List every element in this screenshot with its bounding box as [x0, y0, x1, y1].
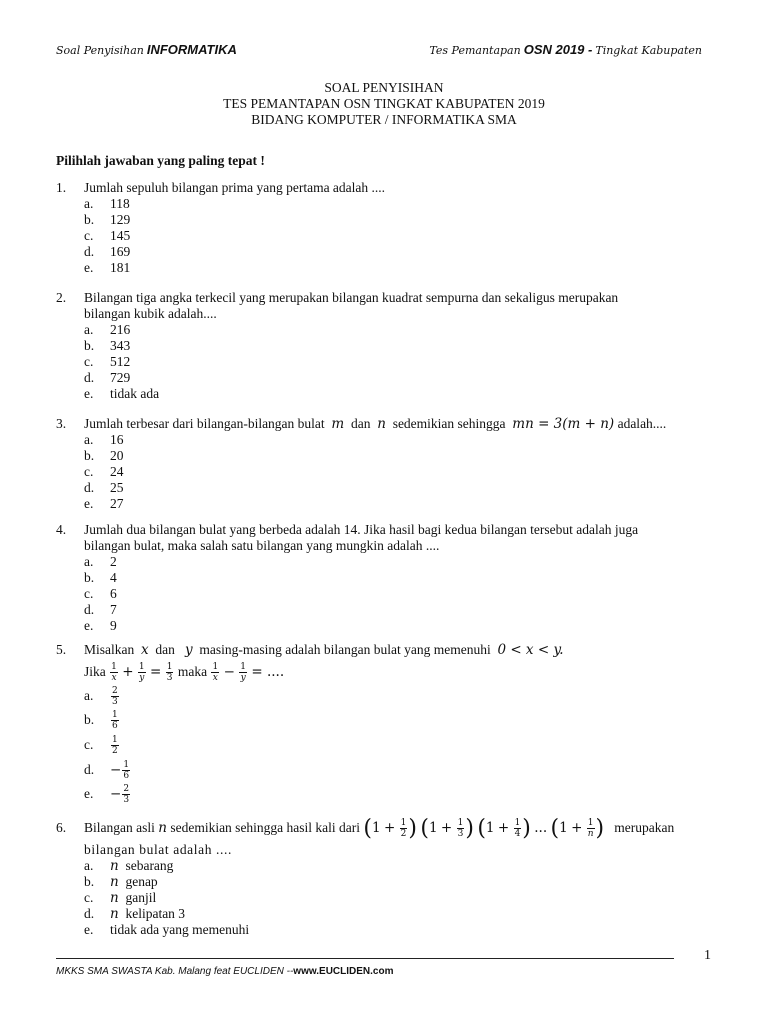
q4-option-b-label: b. [84, 570, 95, 585]
q4-option-e: 9 [110, 618, 117, 633]
q1-option-e-label: e. [84, 260, 94, 275]
q6-option-b-var: n [110, 874, 119, 890]
q6-option-a-text: sebarang [125, 858, 174, 873]
q6-option-d [110, 906, 185, 922]
q3-option-d-label: d. [84, 480, 95, 495]
q5-option-c-den: 2 [112, 746, 118, 757]
q3-var-n: n [377, 416, 386, 432]
q4-option-a: 2 [110, 554, 117, 569]
q6-paren-close: ) [522, 815, 531, 841]
q5-frac-1-over-y [239, 662, 247, 683]
q5-option-a-den: 3 [112, 697, 118, 708]
q5-frac-num: 1 [166, 662, 173, 673]
q5-frac-1-over-y [138, 662, 146, 683]
q6-one: 1 [428, 820, 438, 836]
q6-option-b [110, 874, 158, 890]
page-header [56, 42, 702, 62]
q6-var-n: n [158, 820, 167, 836]
title-line-2: TES PEMANTAPAN OSN TINGKAT KABUPATEN 2019 [223, 96, 545, 111]
q5-option-c [110, 733, 120, 757]
q6-frac-den: 4 [514, 829, 521, 840]
q6-option-a-label: a. [84, 858, 94, 873]
q1-option-b: 129 [110, 212, 131, 227]
q6-frac-1-over-2 [400, 818, 408, 839]
q3-option-a-label: a. [84, 432, 94, 447]
q6-frac-num: 1 [457, 818, 464, 829]
q2-option-b-label: b. [84, 338, 95, 353]
q5-frac-den: 3 [166, 673, 173, 684]
q6-paren-open: ( [420, 815, 429, 841]
q6-option-b-text: genap [125, 874, 158, 889]
q2-option-a: 216 [110, 322, 131, 337]
q5-maka: maka [177, 664, 208, 679]
q2-option-c-label: c. [84, 354, 94, 369]
q5-text-part3: masing-masing adalah bilangan bulat yang memenuhi [199, 642, 491, 657]
q1-option-a: 118 [110, 196, 130, 211]
header-left-subject: INFORMATIKA [146, 42, 237, 57]
q5-plus: + [122, 664, 134, 680]
header-right-level: Tingkat Kabupaten [595, 44, 702, 57]
q2-option-d-label: d. [84, 370, 95, 385]
q5-inequality: 0 < x < y. [497, 642, 564, 658]
q5-frac-den: y [139, 673, 145, 684]
title-line-3: BIDANG KOMPUTER / INFORMATIKA SMA [251, 112, 517, 127]
q3-text-part2: dan [350, 416, 371, 431]
q6-paren-open: ( [550, 815, 560, 841]
q1-option-e: 181 [110, 260, 131, 275]
q2-option-c: 512 [110, 354, 131, 369]
title-line-1: SOAL PENYISIHAN [324, 80, 444, 95]
q6-number: 6. [56, 820, 67, 835]
q2-number: 2. [56, 290, 67, 305]
q5-option-d-den: 6 [123, 771, 130, 782]
q4-option-a-label: a. [84, 554, 94, 569]
q6-frac-num: 1 [400, 818, 407, 829]
q6-option-d-label: d. [84, 906, 95, 921]
q6-one: 1 [559, 820, 568, 836]
q3-option-d: 25 [110, 480, 124, 495]
q4-text-line1: Jumlah dua bilangan bulat yang berbeda adalah 14. Jika hasil bagi kedua bilangan tersebut adalah juga [84, 522, 639, 537]
page-number: 1 [704, 948, 711, 963]
q5-option-a-fraction [111, 686, 119, 707]
q2-option-e: tidak ada [110, 386, 160, 401]
q6-one: 1 [372, 820, 381, 836]
q5-text-part2: dan [155, 642, 175, 657]
q2-option-a-label: a. [84, 322, 94, 337]
q1-option-b-label: b. [84, 212, 95, 227]
q4-number: 4. [56, 522, 67, 537]
q4-text-line2: bilangan bulat, maka salah satu bilangan yang mungkin adalah .... [84, 538, 440, 553]
q1-text: Jumlah sepuluh bilangan prima yang pertama adalah .... [84, 180, 386, 195]
q5-option-d-sign: − [110, 762, 122, 778]
q3-option-b: 20 [110, 448, 124, 463]
q4-option-e-label: e. [84, 618, 94, 633]
q1-option-a-label: a. [84, 196, 94, 211]
footer-text: MKKS SMA SWASTA Kab. Malang feat EUCLIDEN -- [56, 966, 294, 977]
q5-frac-den: x [212, 673, 218, 684]
q5-option-e [110, 782, 131, 806]
q1-option-d: 169 [110, 244, 131, 259]
q5-option-c-num: 1 [112, 735, 118, 746]
q3-option-e: 27 [110, 496, 124, 511]
q5-jika: Jika [84, 664, 106, 679]
q5-option-c-label: c. [84, 737, 94, 752]
q3-option-e-label: e. [84, 496, 94, 511]
q6-option-c [110, 890, 156, 906]
q6-frac-den: 3 [457, 829, 464, 840]
q5-minus: − [223, 664, 235, 680]
q6-frac-1-over-3 [457, 818, 465, 839]
header-right-event: OSN 2019 - [523, 42, 593, 57]
page-footer [56, 966, 394, 977]
q3-equation: mn = 3(m + n) [512, 416, 615, 432]
q5-frac-1-over-x [211, 662, 219, 683]
q5-option-b [110, 708, 120, 732]
q6-text-part1: Bilangan asli [84, 820, 155, 835]
q6-paren-close: ) [465, 815, 474, 841]
q5-option-b-num: 1 [112, 710, 118, 721]
q1-option-c-label: c. [84, 228, 94, 243]
q5-option-e-num: 2 [123, 784, 130, 795]
footer-divider [56, 958, 674, 959]
q2-text-line2: bilangan kubik adalah.... [84, 306, 217, 321]
q5-option-c-fraction [111, 735, 119, 756]
q5-option-e-sign: − [110, 786, 122, 802]
q6-option-c-label: c. [84, 890, 94, 905]
q4-option-d-label: d. [84, 602, 95, 617]
header-right [429, 42, 702, 58]
q6-option-c-text: ganjil [125, 890, 157, 905]
q5-option-d-fraction [122, 760, 130, 781]
q5-option-d [110, 758, 131, 782]
q6-paren-open: ( [477, 815, 486, 841]
q5-frac-den: x [111, 673, 117, 684]
q5-var-x: x [141, 642, 149, 658]
q6-text-part2: sedemikian sehingga hasil kali dari [170, 820, 361, 835]
q5-option-b-fraction [111, 710, 119, 731]
q6-option-a-var: n [110, 858, 119, 874]
header-right-script: Tes Pemantapan [429, 44, 521, 57]
q6-frac-den: n [587, 829, 594, 840]
q5-option-b-den: 6 [112, 721, 118, 732]
q3-option-c: 24 [110, 464, 124, 479]
q5-option-a-num: 2 [112, 686, 118, 697]
q5-frac-num: 1 [138, 662, 145, 673]
q1-number: 1. [56, 180, 67, 195]
q6-paren-open: ( [363, 815, 372, 841]
q5-number: 5. [56, 642, 67, 657]
q6-option-d-var: n [110, 906, 119, 922]
q5-text [84, 642, 564, 658]
q5-equals: = [150, 664, 162, 680]
q5-frac-den: y [240, 673, 246, 684]
q6-frac-1-over-4 [514, 818, 522, 839]
q6-text-line1 [84, 814, 674, 842]
q5-option-d-label: d. [84, 762, 95, 777]
header-left [56, 42, 237, 58]
q1-option-c: 145 [110, 228, 131, 243]
q4-option-b: 4 [110, 570, 117, 585]
q2-text-line1: Bilangan tiga angka terkecil yang merupakan bilangan kuadrat sempurna dan sekaligus merupakan [84, 290, 619, 305]
footer-url: www.EUCLIDEN.com [293, 966, 394, 977]
q6-frac-num: 1 [514, 818, 521, 829]
q5-frac-num: 1 [240, 662, 246, 673]
q6-one: 1 [485, 820, 495, 836]
q5-text-part1: Misalkan [84, 642, 135, 657]
q5-option-a-label: a. [84, 688, 94, 703]
q6-option-c-var: n [110, 890, 119, 906]
q5-frac-1-over-x [110, 662, 118, 683]
q3-text [84, 416, 666, 432]
q6-text-part3: merupakan [614, 820, 675, 835]
q5-option-a [110, 684, 120, 708]
header-left-script: Soal Penyisihan [56, 44, 144, 57]
q3-number: 3. [56, 416, 67, 431]
q6-paren-close: ) [408, 815, 417, 841]
q5-frac-1-over-3 [166, 662, 174, 683]
q4-option-d: 7 [110, 602, 117, 617]
q6-frac-1-over-n [587, 818, 595, 839]
q5-option-e-label: e. [84, 786, 94, 801]
q2-option-d: 729 [110, 370, 131, 385]
q6-option-a [110, 858, 173, 874]
q5-option-b-label: b. [84, 712, 95, 727]
q4-option-c-label: c. [84, 586, 94, 601]
q6-plus: + [497, 820, 510, 836]
q5-tail: = .... [251, 664, 285, 680]
q6-plus: + [571, 820, 583, 836]
q3-option-c-label: c. [84, 464, 94, 479]
instruction: Pilihlah jawaban yang paling tepat ! [56, 153, 265, 168]
q3-var-m: m [331, 416, 345, 432]
q5-option-d-num: 1 [123, 760, 130, 771]
q1-option-d-label: d. [84, 244, 95, 259]
q6-frac-num: 1 [587, 818, 594, 829]
q5-option-e-fraction [122, 784, 130, 805]
q3-text-part1: Jumlah terbesar dari bilangan-bilangan bulat [84, 416, 325, 431]
q6-option-e-label: e. [84, 922, 94, 937]
q6-plus: + [383, 820, 396, 836]
q3-option-a: 16 [110, 432, 124, 447]
q5-var-y: y [185, 642, 193, 658]
q6-frac-den: 2 [400, 829, 407, 840]
q6-paren-close: ) [595, 815, 605, 841]
q2-option-b: 343 [110, 338, 131, 353]
q5-option-e-den: 3 [123, 795, 130, 806]
q5-frac-num: 1 [212, 662, 219, 673]
q3-text-part3: sedemikian sehingga [392, 416, 506, 431]
q6-plus: + [440, 820, 453, 836]
q4-option-c: 6 [110, 586, 117, 601]
q5-equation-line [84, 661, 284, 683]
q6-option-b-label: b. [84, 874, 95, 889]
q2-option-e-label: e. [84, 386, 94, 401]
q3-option-b-label: b. [84, 448, 95, 463]
q3-text-part4: adalah.... [617, 416, 667, 431]
q6-text-line2: bilangan bulat adalah .... [84, 842, 232, 857]
q6-dots: ... [534, 820, 548, 836]
q5-frac-num: 1 [111, 662, 117, 673]
q6-option-e: tidak ada yang memenuhi [110, 922, 250, 937]
q6-option-d-text: kelipatan 3 [125, 906, 186, 921]
